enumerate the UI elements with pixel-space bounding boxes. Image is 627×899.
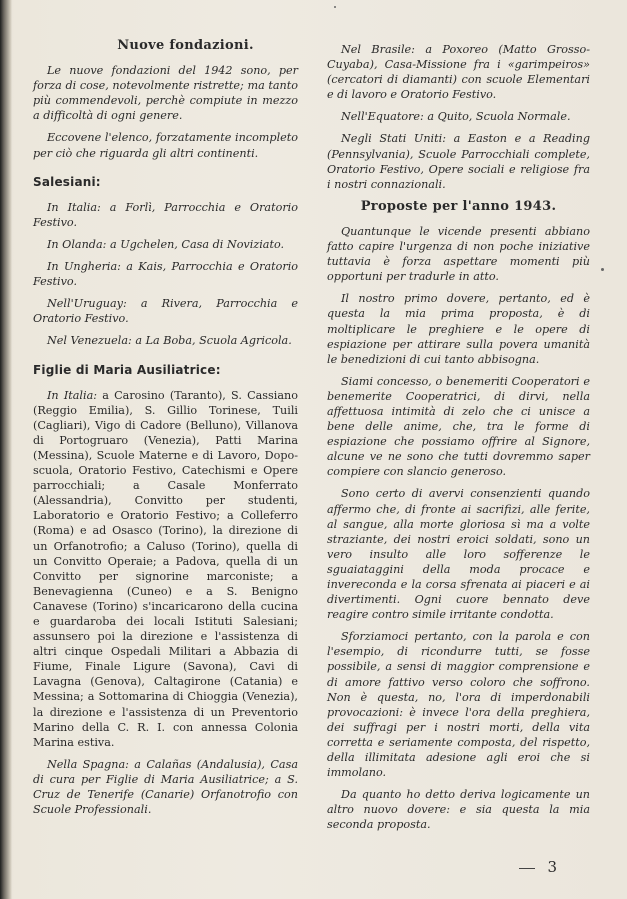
salesiani-entry-venezuela (33, 333, 298, 348)
section-title-nuove-fondazioni: Nuove fondazioni. (117, 38, 254, 53)
section-title-proposte: Proposte per l'anno 1943. (360, 198, 557, 214)
proposte-paragraph: Sono certo di avervi consenzienti quando affermo che, di fronte ai sacrifizi, alle ferite, al sangue, alla morte gloriosa sì ma a volte straziante, dei nostri eroici soldati, sono un vero insulto alle loro sofferenze le sguaiataggini della moda procace e invereconda e la corsa sfrenata ai piaceri e ai divertimenti. Ogni cuore bennato deve reagire contro simile irritante condotta. (327, 487, 590, 622)
salesiani-entry-uruguay (33, 296, 298, 326)
country-label: Nell'Uruguay: (47, 297, 127, 311)
entry-text: a Calañas (Andalusia), Casa di cura per Figlie di Maria Ausiliatrice; a S. Cruz de Tenerife (Canarie) Orfanotrofio con Scuole Professionali. (33, 757, 299, 817)
proposte-paragraph: Da quanto ho detto deriva logicamente un altro nuovo dovere: e sia questa la mia seconda proposta. (327, 788, 590, 832)
country-label: In Italia: (47, 200, 101, 214)
proposte-paragraph: Il nostro primo dovere, pertanto, ed è questa la mia prima proposta, è di moltiplicare le preghiere e le opere di espiazione per attirare sulla povera umanità le benedizioni di cui tanto abbisogna. (327, 292, 590, 366)
country-label: In Ungheria: (47, 260, 121, 274)
country-label: Nel Brasile: (341, 43, 415, 56)
intro-paragraph-2: Eccovene l'elenco, forzatamente incompleto per ciò che riguarda gli altri continenti. (33, 131, 298, 160)
entry-brasile (327, 42, 590, 102)
entry-text: a Poxoreo (Matto Grosso-Cuyaba), Casa-Missione fra i «garimpeiros» (cercatori di diamanti) con scuole Elementari e di lavoro e Oratorio Festivo. (327, 43, 590, 102)
entry-stati-uniti (327, 131, 590, 191)
book-binding (0, 0, 12, 899)
entry-text: a Carosino (Taranto), S. Cassiano (Reggio Emilia), S. Gillio Torinese, Tuili (Cagliari), Vigo di Cadore (Belluno), Villanova di Portogruaro (Venezia), Patti Marina (Messina), Scuole Materne e di Lavoro, Dopo-scuola, Oratorio Festivo, Catechismi e Opere parrocchiali; a Casale Monferrato (Alessandria), Convitto per studenti, Laboratorio e Oratorio Festivo; a Colleferro (Roma) e ad Osasco (Torino), la direzione di un Orfanotrofio; a Caluso (Torino), quella di un Convitto Operaie; a Padova, quella di un Convitto per signorine marconiste; a Benevagienna (Cuneo) e a S. Benigno Canavese (Torino) s'incaricarono della cucina e guardaroba dei locali Istituti Salesiani; assunsero poi la direzione e l'assistenza di altri cinque Ospedali Militari a Abbazia di Fiume, Finale Ligure (Savona), Cavi di Lavagna (Genova), Caltagirone (Catania) e Messina; a Sottomarina di Chioggia (Venezia), la direzione e l'assistenza di un Preventorio Marino della C. R. I. con annessa Colonia Marina estiva. (33, 388, 298, 749)
heading-salesiani: Salesiani: (33, 174, 101, 189)
proposte-paragraph: Siami concesso, o benemeriti Cooperatori e benemerite Cooperatrici, di dirvi, nella affettuosa intimità di zelo che ci unisce a bene delle anime, che, tra le forme di espiazione che possiamo offrire al Signore, alcune ve ne sono che tutti dovremmo saper compiere con slancio generoso. (327, 374, 590, 479)
country-label: In Italia: (47, 388, 98, 402)
entry-text: a Rivera, Parrocchia e Oratorio Festivo. (33, 297, 298, 326)
entry-text: a Forlì, Parrocchia e Oratorio Festivo. (33, 200, 298, 229)
entry-text: a Ugchelen, Casa di Noviziato. (109, 237, 285, 251)
intro-paragraph-1: Le nuove fondazioni del 1942 sono, per forza di cose, notevolmente ristrette; ma tanto più commendevoli, perchè compiute in mezzo a difficoltà di ogni genere. (33, 64, 298, 123)
right-column (327, 42, 590, 840)
figlie-entry-spagna (33, 757, 298, 817)
page-number: 3 (547, 858, 557, 876)
proposte-paragraph: Quantunque le vicende presenti abbiano fatto capire l'urgenza di non poche iniziative tuttavia è forza aspettare momenti più opportuni per tradurle in atto. (327, 224, 590, 284)
country-label: Nel Venezuela: (47, 334, 132, 348)
country-label: Nella Spagna: (47, 757, 129, 771)
proposte-paragraph: Sforziamoci pertanto, con la parola e con l'esempio, di ricondurre tutti, se fosse possibile, a sensi di maggior comprensione e di amore fattivo verso coloro che soffrono. Non è questa, no, l'ora di imperdonabili provocazioni: è invece l'ora della preghiera, dei suffragi per i nostri morti, della vita corretta e seriamente composta, del rispetto, della illimitata adesione agli eroi che si immolano. (327, 630, 590, 780)
country-label: Negli Stati Uniti: (341, 132, 446, 146)
entry-text: a Kais, Parrocchia e Oratorio Festivo. (33, 260, 299, 289)
heading-figlie-maria-ausiliatrice: Figlie di Maria Ausiliatrice: (33, 362, 221, 377)
print-speck (334, 6, 336, 8)
entry-text: a Easton e a Reading (Pennsylvania), Scuole Parrocchiali complete, Oratorio Festivo, Opere sociali e religiose fra i nostri connazionali. (327, 132, 590, 191)
entry-text: a Quito, Scuola Normale. (427, 110, 571, 124)
left-column (33, 38, 298, 824)
salesiani-entry-olanda (33, 237, 298, 252)
print-speck (601, 268, 604, 271)
country-label: In Olanda: (47, 237, 107, 251)
figlie-entry-italia (33, 388, 298, 750)
salesiani-entry-italia (33, 200, 298, 230)
country-label: Nell'Equatore: (341, 110, 424, 124)
entry-equatore (327, 109, 590, 124)
entry-text: a La Boba, Scuola Agricola. (135, 334, 292, 348)
salesiani-entry-ungheria (33, 259, 298, 289)
page-number-dash (519, 868, 535, 869)
